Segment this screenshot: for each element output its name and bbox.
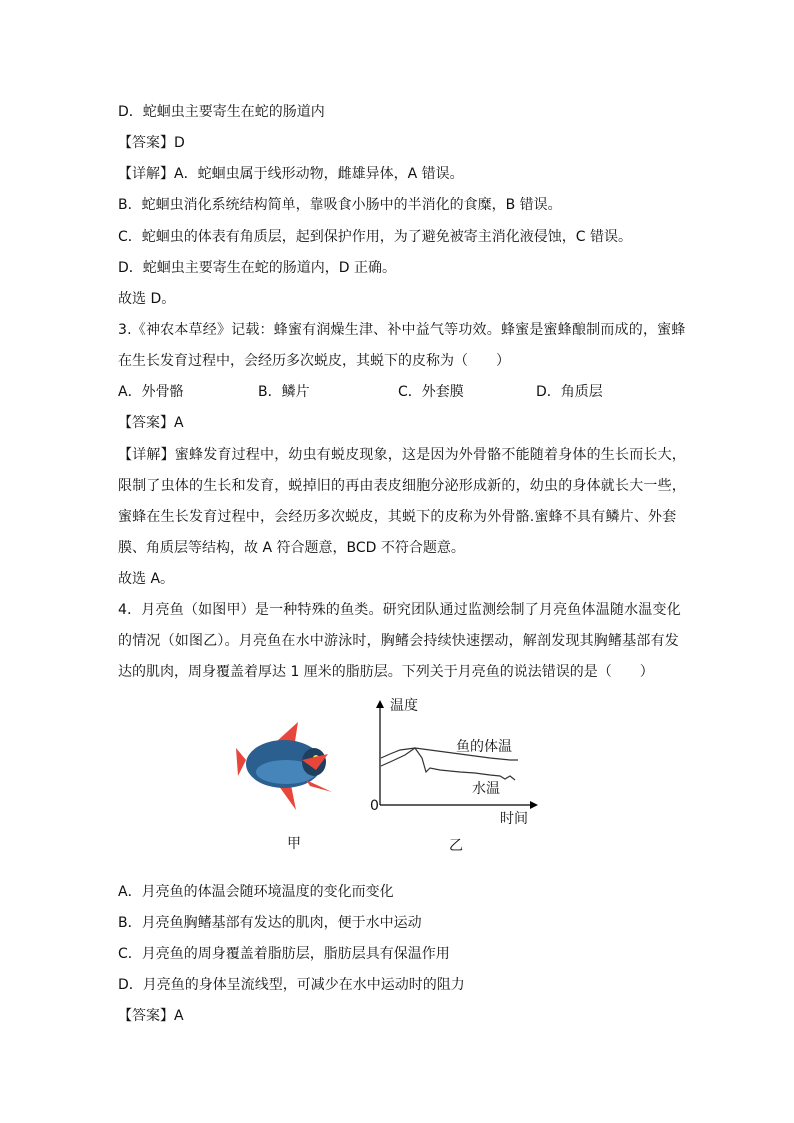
conclusion-line: 故选 D。: [118, 291, 176, 307]
explanation-line: D．蛇蛔虫主要寄生在蛇的肠道内，D 正确。: [118, 260, 397, 276]
options-row: [118, 382, 738, 402]
option-d: D．角质层: [536, 384, 603, 400]
option-b: B．月亮鱼胸鳍基部有发达的肌肉，便于水中运动: [118, 915, 422, 931]
moonfish-illustration: [236, 720, 336, 812]
y-axis-arrow: [376, 700, 384, 708]
question-text: 3.《神农本草经》记载：蜂蜜有润燥生津、补中益气等功效。蜂蜜是蜜蜂酿制而成的，蜜蜂: [118, 322, 686, 338]
fish-lower-fin: [306, 780, 332, 792]
option-d-line: D．蛇蛔虫主要寄生在蛇的肠道内: [118, 104, 325, 120]
answer-label: 【答案】A: [118, 415, 184, 431]
y-axis-label: 温度: [390, 698, 418, 714]
conclusion-line: 故选 A。: [118, 571, 175, 587]
answer-label: 【答案】D: [118, 135, 185, 151]
explanation-line: 蜜蜂在生长发育过程中，会经历多次蜕皮，其蜕下的皮称为外骨骼.蜜蜂不具有鳞片、外套: [118, 509, 677, 525]
x-axis-arrow: [530, 801, 538, 809]
origin-label: 0: [370, 798, 379, 814]
option-c: C．月亮鱼的周身覆盖着脂肪层，脂肪层具有保温作用: [118, 946, 450, 962]
option-d: D．月亮鱼的身体呈流线型，可减少在水中运动时的阻力: [118, 977, 465, 993]
question-text: 4．月亮鱼（如图甲）是一种特殊的鱼类。研究团队通过监测绘制了月亮鱼体温随水温变化: [118, 602, 681, 618]
answer-label: 【答案】A: [118, 1008, 184, 1024]
fish-tail-fin: [236, 748, 246, 776]
explanation-line: 膜、角质层等结构，故 A 符合题意，BCD 不符合题意。: [118, 540, 465, 556]
explanation-line: 【详解】A．蛇蛔虫属于线形动物，雌雄异体，A 错误。: [118, 166, 464, 182]
option-c: C．外套膜: [398, 384, 464, 400]
option-a: A．月亮鱼的体温会随环境温度的变化而变化: [118, 884, 394, 900]
option-b: B．鳞片: [258, 384, 310, 400]
x-axis-label: 时间: [500, 811, 528, 827]
question-text: 达的肌肉，周身覆盖着厚达 1 厘米的脂肪层。下列关于月亮鱼的说法错误的是（ ）: [118, 664, 654, 680]
explanation-line: 【详解】蜜蜂发育过程中，幼虫有蜕皮现象，这是因为外骨骼不能随着身体的生长而长大，: [118, 447, 686, 463]
question-text: 的情况（如图乙）。月亮鱼在水中游泳时，胸鳍会持续快速摆动，解剖发现其胸鳍基部有发: [118, 633, 679, 649]
explanation-line: C．蛇蛔虫的体表有角质层，起到保护作用，为了避免被寄主消化液侵蚀，C 错误。: [118, 229, 632, 245]
question-text: 在生长发育过程中，会经历多次蜕皮，其蜕下的皮称为（ ）: [118, 353, 510, 369]
explanation-line: B．蛇蛔虫消化系统结构简单，靠吸食小肠中的半消化的食糜，B 错误。: [118, 197, 562, 213]
fish-temp-label: 鱼的体温: [456, 739, 512, 755]
figure-yi-caption: 乙: [449, 838, 463, 854]
water-temp-label: 水温: [472, 781, 500, 797]
option-a: A．外骨骼: [118, 384, 184, 400]
figure-jia-caption: 甲: [287, 836, 301, 852]
explanation-line: 限制了虫体的生长和发育，蜕掉旧的再由表皮细胞分泌形成新的，幼虫的身体就长大一些，: [118, 478, 686, 494]
